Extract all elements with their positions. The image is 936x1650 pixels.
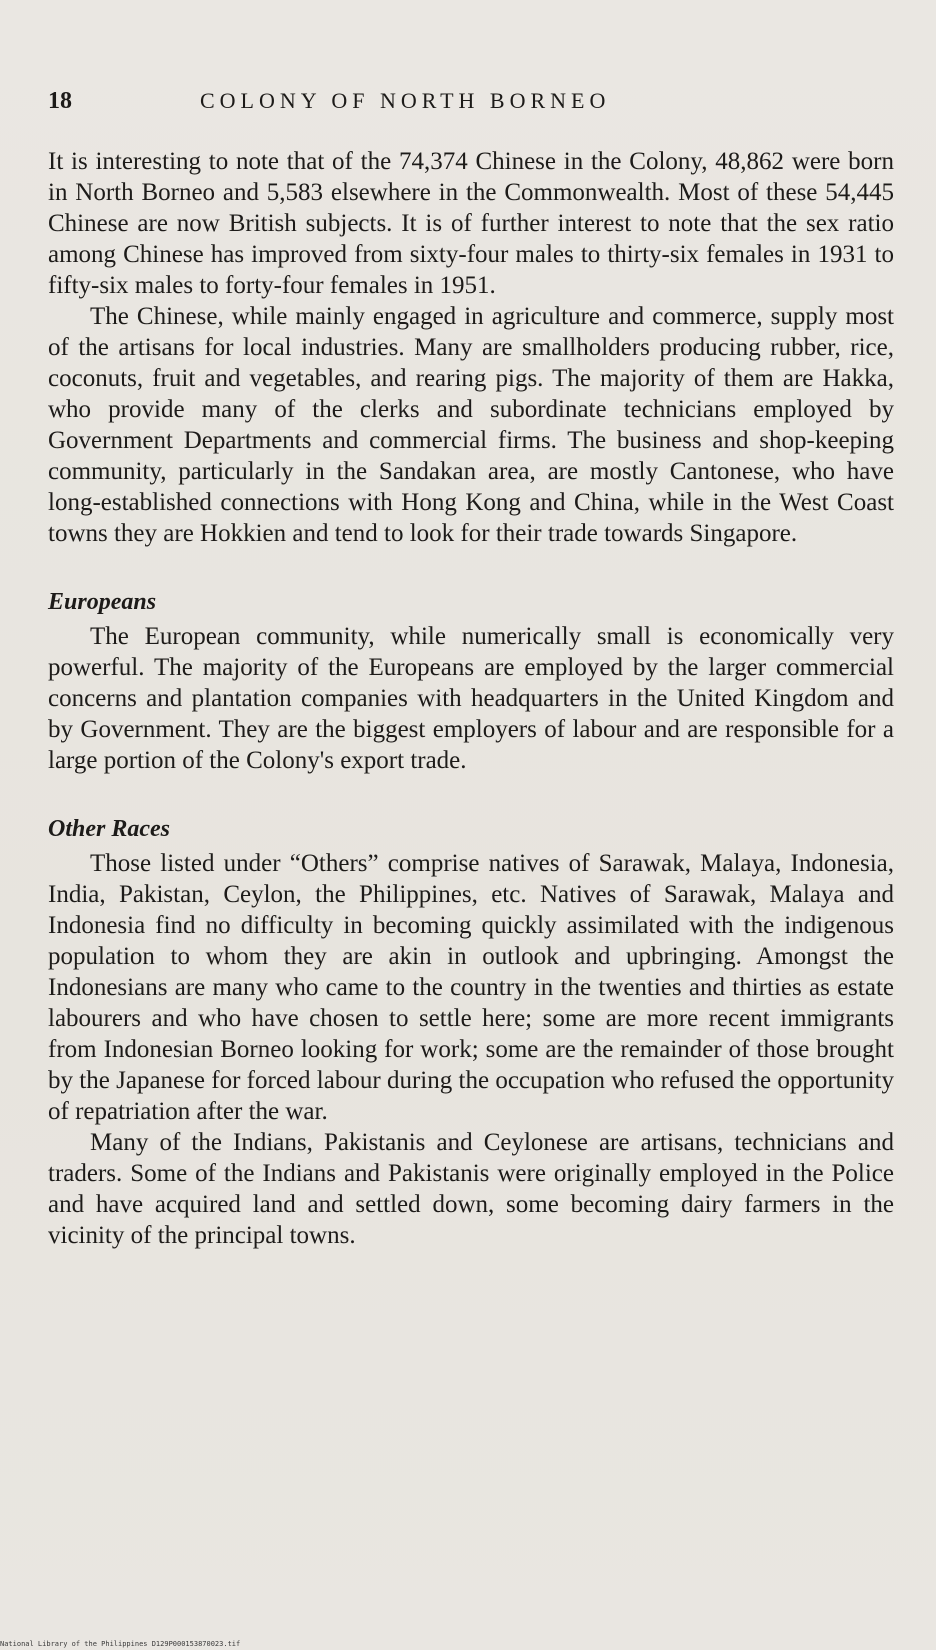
scan-footer-label: National Library of the Philippines D129P000153870023.tif [0, 1640, 241, 1648]
paragraph-europeans: The European community, while numerically small is economically very powerful. The majority of the Europeans are employed by the larger commercial concerns and plantation companies with headquarters in the United Kingdom and by Government. They are the biggest employers of labour and are responsible for a large portion of the Colony's export trade. [48, 623, 894, 774]
section-heading-other-races: Other Races [48, 816, 170, 842]
paragraph-chinese-occupations: The Chinese, while mainly engaged in agriculture and commerce, supply most of the artisans for local industries. Many are smallholders producing rubber, rice, coconuts, fruit and vegetables, and rearing pigs. The majority of them are Hakka, who provide many of the clerks and subordinate technicians employed by Government Departments and commercial firms. The business and shop-keeping community, particularly in the Sandakan area, are mostly Cantonese, who have long-established connections with Hong Kong and China, while in the West Coast towns they are Hokkien and tend to look for their trade towards Singapore. [48, 303, 894, 547]
section-heading-europeans: Europeans [48, 589, 157, 615]
page-header [48, 88, 888, 128]
paragraph-chinese-population: It is interesting to note that of the 74,374 Chinese in the Colony, 48,862 were born in North Borneo and 5,583 elsewhere in the Commonwealth. Most of these 54,445 Chinese are now British subjects. It is of further interest to note that the sex ratio among Chinese has improved from sixty-four males to thirty-six females in 1931 to fifty-six males to forty-four females in 1951. [48, 148, 894, 299]
paragraph-indians-pakistanis-ceylonese: Many of the Indians, Pakistanis and Ceylonese are artisans, technicians and traders. Some of the Indians and Pakistanis were originally employed in the Police and have acquired land and settled down, some becoming dairy farmers in the vicinity of the principal towns. [48, 1129, 894, 1249]
page-body [48, 146, 894, 1251]
page-number: 18 [48, 88, 72, 114]
paragraph-other-races: Those listed under “Others” comprise natives of Sarawak, Malaya, Indonesia, India, Pakistan, Ceylon, the Philippines, etc. Natives of Sarawak, Malaya and Indonesia find no difficulty in becoming quickly assimilated with the indigenous population to whom they are akin in outlook and upbringing. Amongst the Indonesians are many who came to the country in the twenties and thirties as estate labourers and who have chosen to settle here; some are more recent immigrants from Indonesian Borneo looking for work; some are the remainder of those brought by the Japanese for forced labour during the occupation who refused the opportunity of repatriation after the war. [48, 850, 894, 1125]
running-head: COLONY OF NORTH BORNEO [200, 88, 611, 113]
